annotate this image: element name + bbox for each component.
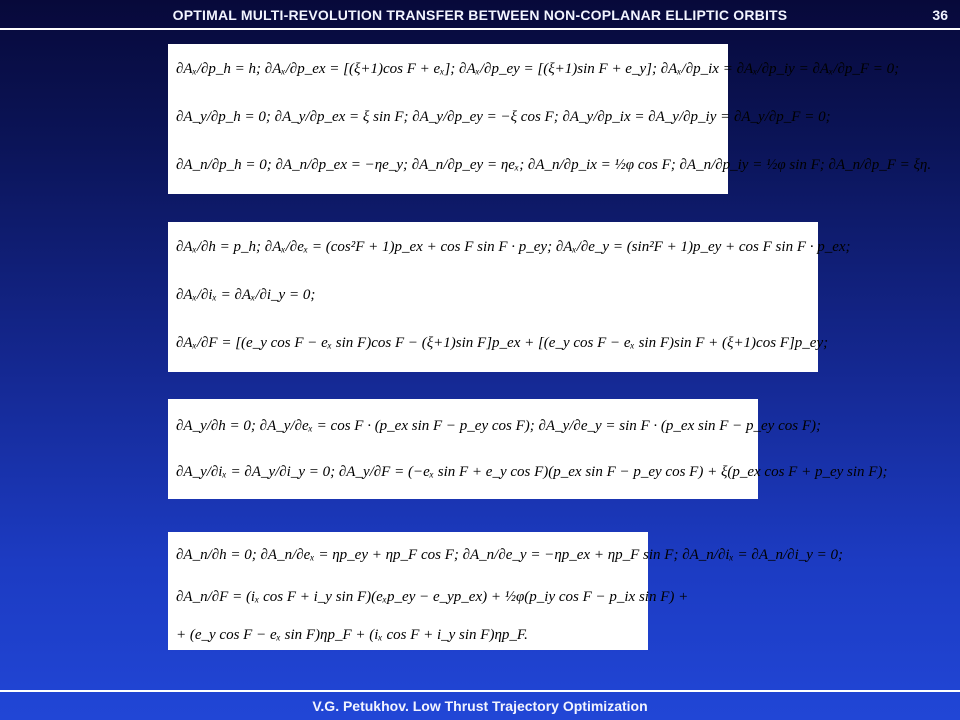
equation-line: ∂Aₓ/∂p_h = h; ∂Aₓ/∂p_ex = [(ξ+1)cos F + eₓ]; ∂Aₓ/∂p_ey = [(ξ+1)sin F + e_y]; ∂Aₓ/∂p_ix = ∂Aₓ/∂p_iy = ∂Aₓ/∂p_F = 0; bbox=[176, 61, 900, 77]
equation-block-2 bbox=[168, 222, 851, 372]
equation-line: ∂A_n/∂F = (iₓ cos F + i_y sin F)(eₓp_ey − e_yp_ex) + ½φ(p_iy cos F − p_ix sin F) + bbox=[176, 589, 689, 605]
equation-block-1 bbox=[168, 44, 932, 194]
header-divider bbox=[0, 28, 960, 30]
equation-line: + (e_y cos F − eₓ sin F)ηp_F + (iₓ cos F + i_y sin F)ηp_F. bbox=[176, 627, 528, 643]
equation-line: ∂Aₓ/∂iₓ = ∂Aₓ/∂i_y = 0; bbox=[176, 287, 316, 303]
equation-line: ∂A_y/∂p_h = 0; ∂A_y/∂p_ex = ξ sin F; ∂A_y/∂p_ey = −ξ cos F; ∂A_y/∂p_ix = ∂A_y/∂p_iy = ∂A_y/∂p_F = 0; bbox=[176, 109, 831, 125]
slide-title: OPTIMAL MULTI-REVOLUTION TRANSFER BETWEEN NON-COPLANAR ELLIPTIC ORBITS bbox=[172, 7, 788, 23]
page-number: 36 bbox=[932, 7, 948, 23]
equation-block-4 bbox=[168, 532, 844, 650]
equation-line: ∂A_y/∂h = 0; ∂A_y/∂eₓ = cos F · (p_ex sin F − p_ey cos F); ∂A_y/∂e_y = sin F · (p_ex sin F − p_ey cos F); bbox=[176, 418, 821, 434]
slide-header bbox=[0, 0, 960, 28]
equation-line: ∂A_n/∂p_h = 0; ∂A_n/∂p_ex = −ηe_y; ∂A_n/∂p_ey = ηeₓ; ∂A_n/∂p_ix = ½φ cos F; ∂A_n/∂p_iy = ½φ sin F; ∂A_n/∂p_F = ξη. bbox=[176, 157, 932, 173]
slide-footer: V.G. Petukhov. Low Thrust Trajectory Optimization bbox=[312, 698, 648, 714]
equation-line: ∂A_n/∂h = 0; ∂A_n/∂eₓ = ηp_ey + ηp_F cos F; ∂A_n/∂e_y = −ηp_ex + ηp_F sin F; ∂A_n/∂iₓ = ∂A_n/∂i_y = 0; bbox=[176, 547, 844, 563]
footer-divider bbox=[0, 690, 960, 692]
equation-block-3 bbox=[168, 399, 888, 499]
equation-line: ∂A_y/∂iₓ = ∂A_y/∂i_y = 0; ∂A_y/∂F = (−eₓ sin F + e_y cos F)(p_ex sin F − p_ey cos F) + ξ(p_ex cos F + p_ey sin F); bbox=[176, 464, 888, 480]
equation-line: ∂Aₓ/∂F = [(e_y cos F − eₓ sin F)cos F − (ξ+1)sin F]p_ex + [(e_y cos F − eₓ sin F)sin F + (ξ+1)cos F]p_ey; bbox=[176, 335, 829, 351]
equation-line: ∂Aₓ/∂h = p_h; ∂Aₓ/∂eₓ = (cos²F + 1)p_ex + cos F sin F · p_ey; ∂Aₓ/∂e_y = (sin²F + 1)p_ey + cos F sin F · p_ex; bbox=[176, 239, 851, 255]
